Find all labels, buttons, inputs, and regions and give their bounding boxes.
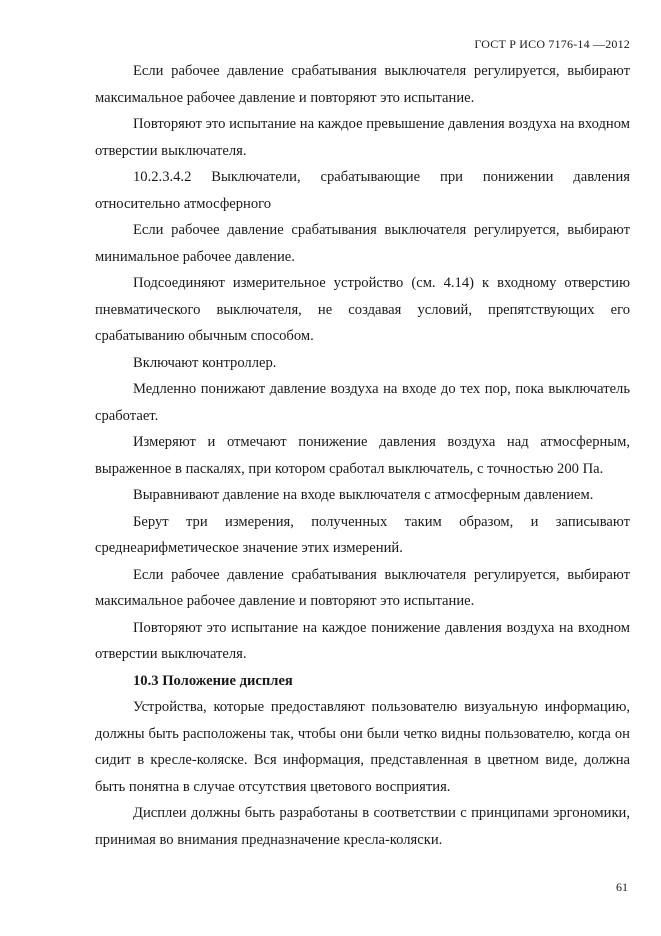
section-heading: 10.3 Положение дисплея <box>133 672 293 689</box>
document-header: ГОСТ Р ИСО 7176-14 —2012 <box>474 37 630 51</box>
paragraph: Медленно понижают давление воздуха на входе до тех пор, пока выключатель сработает. <box>95 381 630 424</box>
paragraph: Включают контроллер. <box>133 354 277 371</box>
paragraph: Дисплеи должны быть разработаны в соответствии с принципами эргономики, принимая во внимания предназначение кресла-коляски. <box>95 805 630 848</box>
paragraph: Повторяют это испытание на каждое понижение давления воздуха на входном отверстии выключателя. <box>95 619 630 662</box>
page-number: 61 <box>616 880 628 894</box>
paragraph: Если рабочее давление срабатывания выключателя регулируется, выбирают минимальное рабочее давление. <box>95 222 630 265</box>
paragraph: Устройства, которые предоставляют пользователю визуальную информацию, должны быть расположены так, чтобы они были четко видны пользователю, когда он сидит в кресле-коляске. Вся информация, представленная в цветном виде, должна быть понятна в случае отсутствия цветового восприятия. <box>95 699 630 795</box>
subsection-title: 10.2.3.4.2 Выключатели, срабатывающие при понижении давления относительно атмосферного <box>95 169 630 212</box>
paragraph: Если рабочее давление срабатывания выключателя регулируется, выбирают максимальное рабочее давление и повторяют это испытание. <box>95 63 630 106</box>
paragraph: Берут три измерения, полученных таким образом, и записывают среднеарифметическое значение этих измерений. <box>95 513 630 556</box>
paragraph: Подсоединяют измерительное устройство (см. 4.14) к входному отверстию пневматического выключателя, не создавая условий, препятствующих его срабатыванию обычным способом. <box>95 275 630 344</box>
paragraph: Выравнивают давление на входе выключателя с атмосферным давлением. <box>133 487 594 503</box>
paragraph: Измеряют и отмечают понижение давления воздуха над атмосферным, выраженное в паскалях, при котором сработал выключатель, с точностью 200 Па. <box>95 434 630 477</box>
paragraph: Если рабочее давление срабатывания выключателя регулируется, выбирают максимальное рабочее давление и повторяют это испытание. <box>95 566 630 609</box>
paragraph: Повторяют это испытание на каждое превышение давления воздуха на входном отверстии выключателя. <box>95 116 630 159</box>
page-body <box>95 58 630 853</box>
